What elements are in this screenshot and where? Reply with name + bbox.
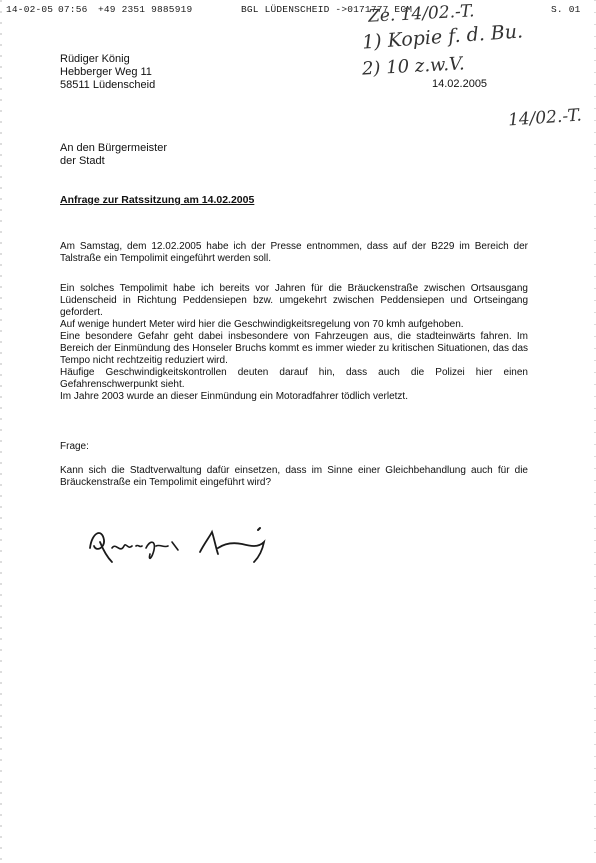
letter-date: 14.02.2005 <box>432 78 488 90</box>
question-text: Kann sich die Stadtverwaltung dafür einsetzen, dass im Sinne einer Gleichbehandlung auch für die Bräuckenstraße ein Tempolimit eingeführt wird? <box>60 465 528 488</box>
recipient-line: der Stadt <box>60 155 105 167</box>
sender-address <box>60 53 155 92</box>
recipient-line: An den Bürgermeister <box>60 142 167 154</box>
body-line: Auf wenige hundert Meter wird hier die Geschwindigkeitsregelung von 70 kmh aufgehoben. <box>60 319 464 330</box>
letter-subject: Anfrage zur Ratssitzung am 14.02.2005 <box>60 194 255 206</box>
body-paragraph-main <box>60 283 528 403</box>
signature <box>82 518 282 568</box>
body-line: Eine besondere Gefahr geht dabei insbesondere von Fahrzeugen aus, die stadteinwärts fahren. Im Bereich der Einmündung des Honseler Bruchs kommt es immer wieder zu kritischen Situationen, das das Tempo nicht rechtzeitig reduziert wird. <box>60 331 528 366</box>
fax-date: 14-02-05 <box>6 4 54 15</box>
sender-street: Hebberger Weg 11 <box>60 66 152 78</box>
handwritten-note: 14/02.-T. <box>507 105 583 131</box>
handwritten-note: 2) 10 z.w.V. <box>361 53 466 80</box>
fax-page-number: S. 01 <box>551 4 581 15</box>
body-line: Häufige Geschwindigkeitskontrollen deuten darauf hin, dass auch die Polizei hier einen Gefahrenschwerpunkt sieht. <box>60 367 528 390</box>
handwritten-note: 1) Kopie f. d. Bu. <box>361 20 524 54</box>
sender-name: Rüdiger König <box>60 53 130 65</box>
handwritten-note: Ze. 14/02.-T. <box>367 1 475 27</box>
fax-route: BGL LÜDENSCHEID ->0171777 ECM <box>241 4 413 15</box>
sender-city: 58511 Lüdenscheid <box>60 79 156 91</box>
fax-transmission-header <box>6 4 590 18</box>
recipient-address <box>60 142 167 168</box>
scan-edge-noise <box>0 0 3 863</box>
question-label: Frage: <box>60 441 89 452</box>
fax-phone-number: +49 2351 9885919 <box>98 4 193 15</box>
body-paragraph: Am Samstag, dem 12.02.2005 habe ich der Presse entnommen, dass auf der B229 im Bereich der Talstraße ein Tempolimit eingeführt werden soll. <box>60 241 528 264</box>
body-line: Ein solches Tempolimit habe ich bereits vor Jahren für die Bräuckenstraße zwischen Ortsausgang Lüdenscheid in Richtung Peddensiepen bzw. umgekehrt zwischen Peddensiepen und Ortseingang gefordert. <box>60 283 528 318</box>
body-line: Im Jahre 2003 wurde an dieser Einmündung ein Motoradfahrer tödlich verletzt. <box>60 391 408 402</box>
fax-time: 07:56 <box>58 4 88 15</box>
